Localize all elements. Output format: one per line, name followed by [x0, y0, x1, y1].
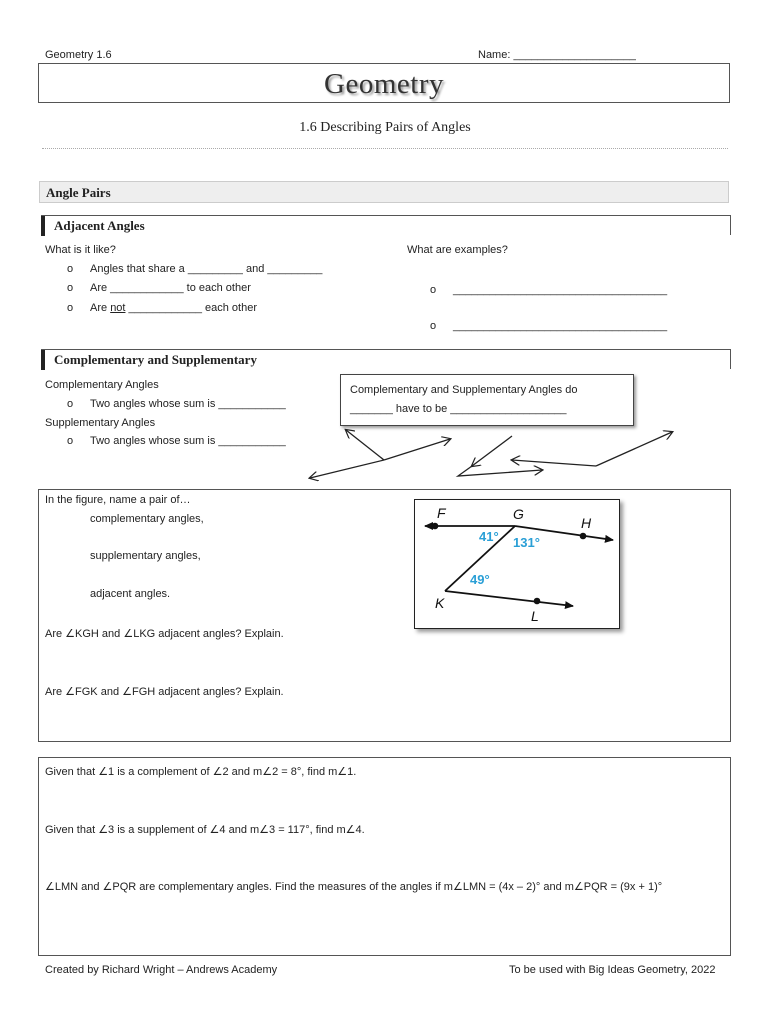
- name-field-label: Name: ____________________: [478, 49, 636, 61]
- course-label: Geometry 1.6: [45, 49, 112, 61]
- label-H: H: [581, 515, 592, 531]
- practice-problem-3: ∠LMN and ∠PQR are complementary angles. Find the measures of the angles if m∠LMN = (4x – 2)° and m∠PQR = (9x + 1)°: [45, 881, 663, 893]
- figure-item-adjacent: adjacent angles.: [90, 588, 171, 600]
- arrow-ray: [346, 430, 384, 460]
- label-G: G: [513, 506, 524, 522]
- angle-pairs-heading: Angle Pairs: [46, 185, 111, 200]
- page-subtitle: 1.6 Describing Pairs of Angles: [299, 120, 471, 135]
- practice-problem-2: Given that ∠3 is a supplement of ∠4 and m∠3 = 117°, find m∠4.: [45, 824, 365, 836]
- comp-label: Complementary Angles: [45, 379, 159, 391]
- label-K: K: [435, 595, 445, 611]
- supp-label: Supplementary Angles: [45, 417, 156, 429]
- not-prefix: Are: [90, 302, 111, 314]
- angle-figure: [414, 499, 620, 629]
- bullet-marker: o: [67, 282, 74, 294]
- section-bar: [41, 216, 45, 236]
- callout-line-1: Complementary and Supplementary Angles do: [350, 384, 578, 396]
- comp-supp-section-header: [41, 349, 731, 369]
- arrow-ray: [384, 439, 450, 460]
- footer-source: To be used with Big Ideas Geometry, 2022: [509, 964, 716, 976]
- label-L: L: [531, 608, 539, 624]
- angle-41: 41°: [479, 529, 499, 544]
- label-F: F: [437, 505, 446, 521]
- arrow-ray: [596, 432, 672, 466]
- example-blank-2: ___________________________________: [453, 320, 668, 332]
- point-H: [580, 533, 587, 540]
- angle-131: 131°: [513, 535, 540, 550]
- adjacent-item-3: [90, 302, 257, 314]
- footer-credit: Created by Richard Wright – Andrews Academy: [45, 964, 278, 976]
- examples-label: What are examples?: [407, 244, 508, 256]
- practice-box: [38, 757, 731, 956]
- figure-question-1: Are ∠KGH and ∠LKG adjacent angles? Explain.: [45, 628, 284, 640]
- adjacent-heading: Adjacent Angles: [54, 218, 145, 233]
- figure-question-box: [38, 489, 731, 742]
- dotted-divider: [42, 148, 728, 149]
- point-F: [432, 523, 439, 530]
- angle-pairs-band: [39, 181, 729, 203]
- angle-49: 49°: [470, 572, 490, 587]
- adjacent-item-2: Are ____________ to each other: [90, 282, 251, 294]
- angle-pair-arrows: [300, 424, 680, 490]
- callout-line-2: _______ have to be ___________________: [350, 403, 567, 415]
- not-word: not: [110, 302, 126, 314]
- page-title: Geometry: [324, 68, 444, 100]
- section-bar: [41, 350, 45, 370]
- supp-item: Two angles whose sum is ___________: [90, 435, 286, 447]
- arrow-ray: [458, 466, 542, 476]
- callout-box: [340, 374, 634, 426]
- adjacent-section-header: [41, 215, 731, 235]
- angle-figure-svg: [415, 500, 619, 628]
- comp-supp-heading: Complementary and Supplementary: [54, 352, 257, 367]
- arrow-ray: [472, 436, 512, 466]
- comp-item: Two angles whose sum is ___________: [90, 398, 286, 410]
- what-label: What is it like?: [45, 244, 116, 256]
- figure-item-complementary: complementary angles,: [90, 513, 204, 525]
- ray-KL: [445, 591, 573, 606]
- point-L: [534, 598, 541, 605]
- arrow-ray: [512, 460, 596, 466]
- bullet-marker: o: [67, 302, 74, 314]
- not-suffix: ____________ each other: [125, 302, 257, 314]
- adjacent-item-1: Angles that share a _________ and _________: [90, 263, 323, 275]
- bullet-marker: o: [430, 284, 437, 296]
- figure-question-2: Are ∠FGK and ∠FGH adjacent angles? Explain.: [45, 686, 284, 698]
- figure-item-supplementary: supplementary angles,: [90, 550, 201, 562]
- bullet-marker: o: [67, 263, 74, 275]
- bullet-marker: o: [67, 435, 74, 447]
- title-box: [38, 63, 730, 103]
- example-blank-1: ___________________________________: [453, 284, 668, 296]
- bullet-marker: o: [67, 398, 74, 410]
- arrow-ray: [310, 460, 384, 478]
- figure-intro: In the figure, name a pair of…: [45, 494, 191, 506]
- practice-problem-1: Given that ∠1 is a complement of ∠2 and m∠2 = 8°, find m∠1.: [45, 766, 357, 778]
- bullet-marker: o: [430, 320, 437, 332]
